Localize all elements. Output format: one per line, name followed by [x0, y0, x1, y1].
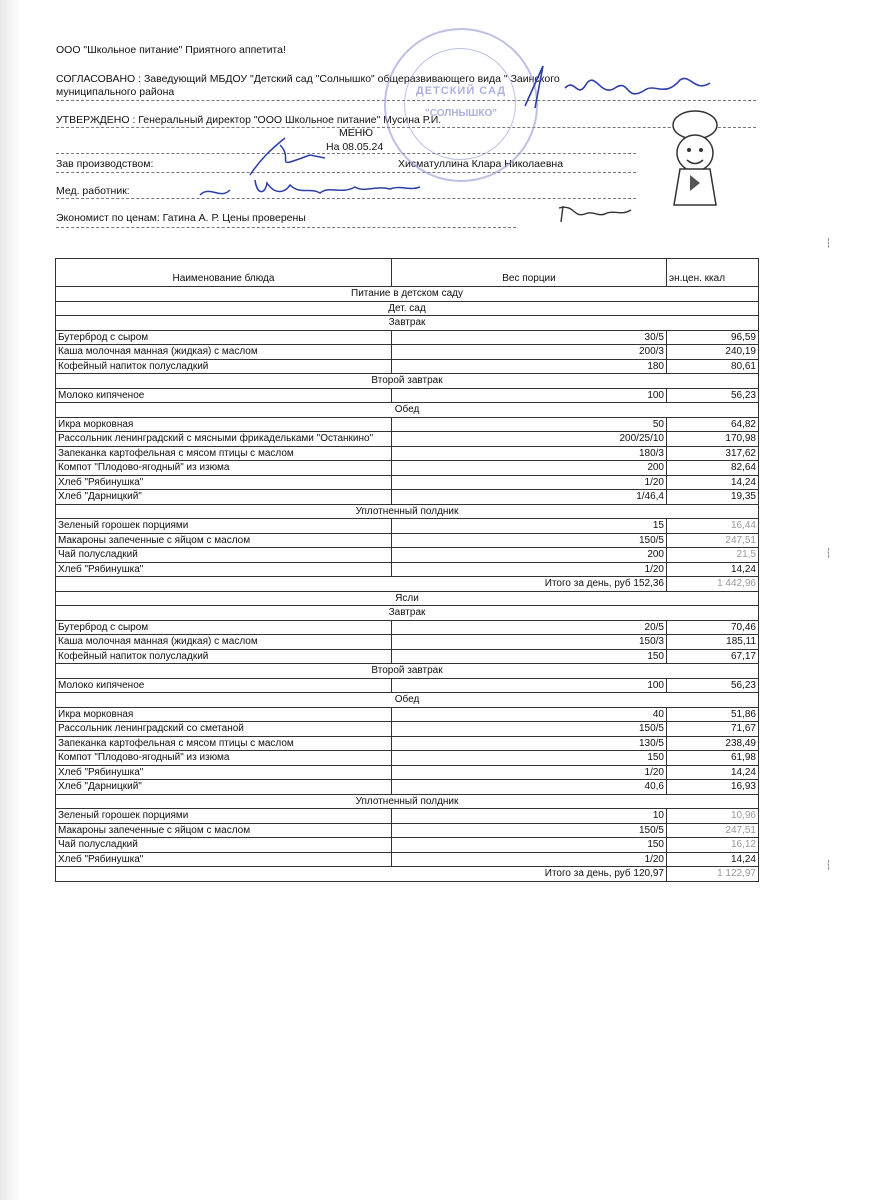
dish-name: Компот "Плодово-ягодный" из изюма: [56, 461, 392, 476]
dish-weight: 150/5: [392, 722, 667, 737]
dish-weight: 200/25/10: [392, 432, 667, 447]
dish-row: [56, 852, 759, 867]
dish-name: Рассольник ленинградский с мясными фрикадельками "Останкино": [56, 432, 392, 447]
dish-row: [56, 490, 759, 505]
dish-weight: 200: [392, 461, 667, 476]
dish-row: [56, 649, 759, 664]
dish-name: Кофейный напиток полусладкий: [56, 649, 392, 664]
dish-row: [56, 823, 759, 838]
dish-weight: 50: [392, 417, 667, 432]
dish-name: Макароны запеченные с яйцом с маслом: [56, 823, 392, 838]
section-title: Уплотненный полдник: [56, 504, 759, 519]
dish-weight: 150/5: [392, 823, 667, 838]
dish-weight: 200/3: [392, 345, 667, 360]
section-title: Уплотненный полдник: [56, 794, 759, 809]
dish-weight: 15: [392, 519, 667, 534]
dish-weight: 1/46,4: [392, 490, 667, 505]
dish-row: [56, 533, 759, 548]
dish-name: Запеканка картофельная с мясом птицы с маслом: [56, 446, 392, 461]
dish-row: [56, 475, 759, 490]
agreed-line-2: муниципального района: [56, 86, 175, 98]
dish-weight: 130/5: [392, 736, 667, 751]
total-kcal: 1 442,96: [667, 577, 759, 592]
dish-kcal: 14,24: [667, 475, 759, 490]
menu-date: На 08.05.24: [326, 141, 384, 153]
dish-name: Макароны запеченные с яйцом с маслом: [56, 533, 392, 548]
divider: [56, 153, 636, 154]
dish-row: [56, 359, 759, 374]
dish-name: Икра морковная: [56, 417, 392, 432]
section-row: [56, 606, 759, 621]
dish-kcal: 67,17: [667, 649, 759, 664]
dish-kcal: 185,11: [667, 635, 759, 650]
signature-med: [195, 165, 425, 205]
dish-weight: 30/5: [392, 330, 667, 345]
dish-row: [56, 417, 759, 432]
section-title: Обед: [56, 693, 759, 708]
dish-row: [56, 620, 759, 635]
section-row: [56, 301, 759, 316]
med-label: Мед. работник:: [56, 185, 130, 197]
dish-name: Зеленый горошек порциями: [56, 519, 392, 534]
dish-weight: 40: [392, 707, 667, 722]
dish-name: Хлеб "Дарницкий": [56, 490, 392, 505]
dish-kcal: 56,23: [667, 388, 759, 403]
section-row: [56, 287, 759, 302]
total-row: [56, 577, 759, 592]
dish-weight: 1/20: [392, 562, 667, 577]
dish-weight: 10: [392, 809, 667, 824]
dish-weight: 200: [392, 548, 667, 563]
dish-weight: 40,6: [392, 780, 667, 795]
section-row: [56, 693, 759, 708]
dish-row: [56, 780, 759, 795]
signature-economist: [555, 198, 635, 228]
dish-name: Каша молочная манная (жидкая) с маслом: [56, 635, 392, 650]
section-row: [56, 664, 759, 679]
dish-kcal: 82,64: [667, 461, 759, 476]
dish-kcal: 240,19: [667, 345, 759, 360]
column-header-kcal: эн.цен. ккал: [667, 259, 759, 287]
dish-kcal: 16,44: [667, 519, 759, 534]
dish-weight: 150: [392, 838, 667, 853]
dish-name: Кофейный напиток полусладкий: [56, 359, 392, 374]
section-row: [56, 374, 759, 389]
dish-row: [56, 461, 759, 476]
dish-name: Молоко кипяченое: [56, 388, 392, 403]
dish-name: Компот "Плодово-ягодный" из изюма: [56, 751, 392, 766]
scan-mark: ┆: [826, 860, 832, 870]
dish-weight: 1/20: [392, 765, 667, 780]
dish-kcal: 16,12: [667, 838, 759, 853]
dish-row: [56, 765, 759, 780]
dish-row: [56, 838, 759, 853]
menu-title: МЕНЮ: [339, 127, 373, 139]
dish-row: [56, 736, 759, 751]
section-row: [56, 316, 759, 331]
dish-kcal: 16,93: [667, 780, 759, 795]
dish-row: [56, 345, 759, 360]
dish-weight: 150/5: [392, 533, 667, 548]
dish-name: Бутерброд с сыром: [56, 620, 392, 635]
total-label: Итого за день, руб 120,97: [56, 867, 667, 882]
divider: [56, 227, 516, 228]
dish-name: Хлеб "Рябинушка": [56, 562, 392, 577]
dish-kcal: 14,24: [667, 765, 759, 780]
section-title: Второй завтрак: [56, 664, 759, 679]
dish-row: [56, 548, 759, 563]
dish-row: [56, 635, 759, 650]
section-row: [56, 403, 759, 418]
dish-name: Бутерброд с сыром: [56, 330, 392, 345]
section-title: Завтрак: [56, 316, 759, 331]
approved-line: УТВЕРЖДЕНО : Генеральный директор "ООО Школьное питание" Мусина Р.И.: [56, 114, 442, 126]
dish-row: [56, 722, 759, 737]
dish-weight: 20/5: [392, 620, 667, 635]
dish-row: [56, 562, 759, 577]
dish-name: Рассольник ленинградский со сметаной: [56, 722, 392, 737]
dish-kcal: 71,67: [667, 722, 759, 737]
dish-kcal: 96,59: [667, 330, 759, 345]
dish-kcal: 61,98: [667, 751, 759, 766]
stamp-text: ДЕТСКИЙ САД: [415, 85, 507, 97]
dish-weight: 100: [392, 678, 667, 693]
dish-kcal: 19,35: [667, 490, 759, 505]
section-title: Питание в детском саду: [56, 287, 759, 302]
dish-kcal: 21,5: [667, 548, 759, 563]
dish-weight: 1/20: [392, 852, 667, 867]
dish-weight: 1/20: [392, 475, 667, 490]
economist-line: Экономист по ценам: Гатина А. Р. Цены проверены: [56, 212, 306, 224]
dish-weight: 180: [392, 359, 667, 374]
total-row: [56, 867, 759, 882]
dish-name: Икра морковная: [56, 707, 392, 722]
menu-table-body: [56, 287, 759, 882]
dish-row: [56, 751, 759, 766]
section-row: [56, 504, 759, 519]
dish-row: [56, 707, 759, 722]
dish-weight: 180/3: [392, 446, 667, 461]
org-line: ООО "Школьное питание" Приятного аппетита!: [56, 44, 286, 56]
dish-kcal: 70,46: [667, 620, 759, 635]
section-row: [56, 591, 759, 606]
dish-kcal: 51,86: [667, 707, 759, 722]
dish-row: [56, 446, 759, 461]
column-header-dish: Наименование блюда: [56, 259, 392, 287]
section-row: [56, 794, 759, 809]
dish-name: Запеканка картофельная с мясом птицы с маслом: [56, 736, 392, 751]
dish-weight: 150/3: [392, 635, 667, 650]
table-header-row: [56, 259, 759, 287]
total-label: Итого за день, руб 152,36: [56, 577, 667, 592]
dish-name: Зеленый горошек порциями: [56, 809, 392, 824]
chef-mascot-image: [660, 105, 730, 215]
dish-kcal: 10,96: [667, 809, 759, 824]
dish-name: Чай полусладкий: [56, 838, 392, 853]
menu-table: [55, 258, 759, 882]
dish-row: [56, 432, 759, 447]
scan-mark: ┆: [826, 548, 832, 558]
agreed-line-1: СОГЛАСОВАНО : Заведующий МБДОУ "Детский сад "Солнышко" общеразвивающего вида " Заинского: [56, 73, 560, 85]
scan-mark: ┆: [826, 238, 832, 248]
dish-weight: 100: [392, 388, 667, 403]
section-title: Второй завтрак: [56, 374, 759, 389]
stamp-text-2: "СОЛНЫШКО": [425, 108, 497, 119]
production-label: Зав производством:: [56, 158, 154, 170]
dish-name: Хлеб "Рябинушка": [56, 475, 392, 490]
dish-kcal: 64,82: [667, 417, 759, 432]
section-title: Ясли: [56, 591, 759, 606]
dish-kcal: 56,23: [667, 678, 759, 693]
dish-weight: 150: [392, 751, 667, 766]
dish-kcal: 247,51: [667, 823, 759, 838]
dish-row: [56, 678, 759, 693]
dish-kcal: 14,24: [667, 562, 759, 577]
section-title: Обед: [56, 403, 759, 418]
dish-name: Молоко кипяченое: [56, 678, 392, 693]
dish-kcal: 14,24: [667, 852, 759, 867]
section-title: Завтрак: [56, 606, 759, 621]
dish-row: [56, 519, 759, 534]
dish-name: Чай полусладкий: [56, 548, 392, 563]
dish-name: Каша молочная манная (жидкая) с маслом: [56, 345, 392, 360]
column-header-weight: Вес порции: [392, 259, 667, 287]
dish-name: Хлеб "Дарницкий": [56, 780, 392, 795]
dish-kcal: 317,62: [667, 446, 759, 461]
scan-edge-shadow: [0, 0, 20, 1200]
section-title: Дет. сад: [56, 301, 759, 316]
dish-row: [56, 330, 759, 345]
dish-kcal: 238,49: [667, 736, 759, 751]
dish-weight: 150: [392, 649, 667, 664]
dish-name: Хлеб "Рябинушка": [56, 852, 392, 867]
dish-kcal: 247,51: [667, 533, 759, 548]
total-kcal: 1 122,97: [667, 867, 759, 882]
dish-row: [56, 809, 759, 824]
dish-name: Хлеб "Рябинушка": [56, 765, 392, 780]
dish-row: [56, 388, 759, 403]
production-name: Хисматуллина Клара Николаевна: [398, 158, 564, 170]
dish-kcal: 80,61: [667, 359, 759, 374]
dish-kcal: 170,98: [667, 432, 759, 447]
